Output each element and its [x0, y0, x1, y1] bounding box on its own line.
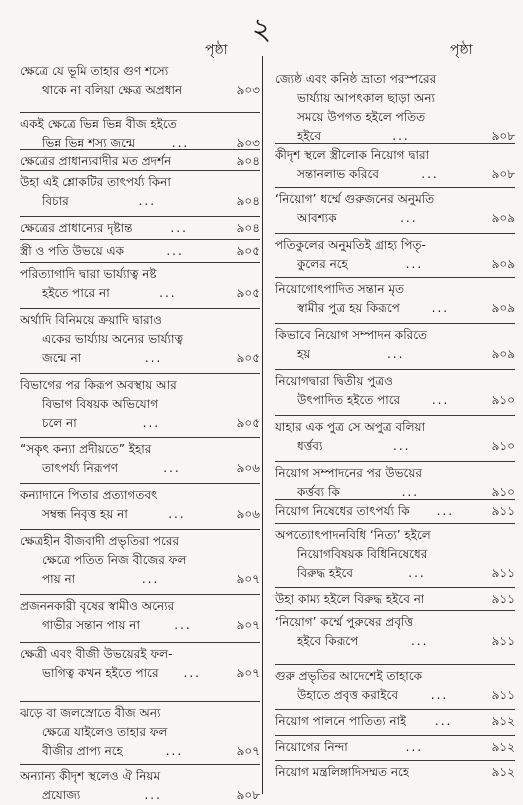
- leader-dots: ...: [430, 688, 449, 702]
- entry-text: থাকে না বলিয়া ক্ষেত্র অপ্রধান: [42, 83, 183, 97]
- index-entry: [263, 667, 515, 705]
- entry-text: ভাগিত্ব কখন হইতে পারে: [42, 666, 159, 680]
- index-entry: [20, 767, 260, 805]
- entry-text: বিরুদ্ধ হইবে: [297, 566, 353, 580]
- entry-divider: [20, 262, 260, 263]
- index-entry: [20, 311, 260, 368]
- entry-text: চলে না: [42, 416, 77, 430]
- entry-text: ভিন্ন ভিন্ন শস্য জন্মে: [42, 136, 136, 150]
- entry-page-number: ৯০৮: [491, 129, 515, 143]
- entry-text: উহা কাম্য হইলে বিরুদ্ধ হইবে না: [275, 592, 425, 606]
- entry-page-number: ৯১১: [491, 634, 515, 648]
- leader-dots: ...: [144, 788, 162, 802]
- entry-text: বীজীর প্রাপ্য নহে: [42, 744, 123, 758]
- entry-text: ধর্ত্তব্য: [297, 439, 323, 453]
- index-entry: [20, 152, 260, 171]
- entry-text: প্রজননকারী বৃষের স্বামীও অন্যের: [20, 599, 175, 613]
- entry-divider: [20, 437, 260, 438]
- entry-text: ক্ষেত্রের প্রাধান্যের দৃষ্টান্ত: [20, 221, 133, 235]
- entry-page-number: ৯১১: [491, 592, 515, 606]
- entry-page-number: ৯১২: [491, 714, 515, 728]
- index-entry: [263, 613, 515, 651]
- index-entry: [263, 712, 515, 731]
- entry-divider: [275, 233, 515, 234]
- entry-text: নিয়োগ মন্ত্রলিঙ্গাদিসম্মত নহে: [275, 765, 410, 779]
- entry-text: অন্যান্য কীদৃশ স্থলেও ঐ নিয়ম: [20, 769, 161, 783]
- entry-text: ক্ষেত্রে পতিত নিজ বীজের ফল: [42, 553, 187, 567]
- entry-divider: [20, 764, 260, 765]
- index-entry: [263, 326, 515, 364]
- page-number: ২: [251, 12, 272, 47]
- index-entry: [263, 372, 515, 410]
- column-header-right: পৃষ্ঠা: [450, 42, 473, 58]
- index-column-right: [262, 56, 515, 794]
- index-entry: [20, 173, 260, 211]
- leader-dots: ...: [166, 244, 184, 258]
- entry-page-number: ৯০৯: [491, 211, 515, 225]
- entry-text: জ্যেষ্ঠ এবং কনিষ্ঠ ভ্রাতা পরস্পরের: [275, 72, 437, 86]
- entry-divider: [275, 587, 515, 588]
- entry-divider: [20, 701, 260, 702]
- index-entry: [263, 236, 515, 274]
- leader-dots: ...: [405, 740, 424, 754]
- entry-text: একের ভার্য্যায় অন্যের ভার্য্যাত্ব: [42, 332, 184, 346]
- entry-divider: [275, 709, 515, 710]
- entry-text: পায় না: [42, 572, 76, 586]
- index-entry: [20, 704, 260, 761]
- index-entry: [263, 280, 515, 318]
- entry-page-number: ৯১১: [491, 566, 515, 580]
- entry-text: গুরু প্রভৃতির আদেশেই তাহাকে: [275, 669, 423, 683]
- index-entry: [263, 70, 515, 146]
- entry-page-number: ৯০৪: [236, 194, 260, 208]
- entry-page-number: ৯০৯: [491, 301, 515, 315]
- leader-dots: ...: [159, 286, 177, 300]
- entry-page-number: ৯০৩: [236, 83, 260, 97]
- entry-text: স্ত্রী ও পতি উভয়ে এক: [20, 244, 125, 258]
- entry-text: সন্তানলাভ করিবে: [297, 167, 379, 181]
- index-entry: [20, 645, 260, 683]
- leader-dots: ...: [138, 194, 157, 208]
- entry-text: ক্ষেত্রে যাইলেও তাহার ফল: [42, 725, 168, 739]
- entry-text: ‘নিয়োগ’ ধর্ম্মে গুরুজনের অনুমতি: [275, 192, 435, 206]
- entry-page-number: ৯০৮: [236, 788, 260, 802]
- entry-text: বিভাগ বিষয়ক অভিযোগ: [42, 397, 159, 411]
- entry-page-number: ৯০৫: [236, 416, 260, 430]
- index-entry: [20, 486, 260, 524]
- entry-text: বিভাগের পর কিরূপ অবস্থায় আর: [20, 378, 177, 392]
- index-entry: [263, 190, 515, 228]
- leader-dots: ...: [142, 416, 161, 430]
- entry-text: “সকৃৎ কন্যা প্রদীয়তে” ইহার: [20, 442, 152, 456]
- entry-text: হইবে: [297, 129, 322, 143]
- leader-dots: ...: [392, 129, 410, 143]
- entry-text: উৎপাদিত হইতে পারে: [297, 393, 401, 407]
- entry-text: ক্ষেত্রে যে ভূমি তাহার গুণ শস্যে: [20, 64, 169, 78]
- entry-page-number: ৯১২: [491, 765, 515, 779]
- leader-dots: ...: [165, 744, 184, 758]
- entry-page-number: ৯০৫: [236, 244, 260, 258]
- entry-text: নিয়োগের নিন্দা: [275, 740, 348, 754]
- index-entry: [263, 464, 515, 502]
- entry-page-number: ৯১২: [491, 740, 515, 754]
- entry-page-number: ৯১০: [491, 485, 515, 499]
- entry-text: আবশ্যক: [297, 211, 337, 225]
- entry-page-number: ৯১১: [491, 504, 515, 518]
- entry-text: অর্থাদি বিনিময়ে ক্রয়াদি দ্বারাও: [20, 313, 162, 327]
- entry-divider: [20, 594, 260, 595]
- entry-text: নিয়োগ পালনে পাতিত্য নাই: [275, 714, 407, 728]
- entry-text: কিভাবে নিয়োগ সম্পাদন করিতে: [275, 328, 428, 342]
- entry-text: পতিকুলের অনুমতিই গ্রাহ্য পিতৃ-: [275, 238, 426, 252]
- column-header-left: পৃষ্ঠা: [205, 42, 228, 58]
- entry-text: সময়ে উপগত হইলে পতিত: [297, 110, 426, 124]
- entry-page-number: ৯১০: [491, 439, 515, 453]
- entry-text: ‘নিয়োগ’ কর্ম্মে পুরুষের প্রবৃত্তি: [275, 615, 414, 629]
- entry-divider: [275, 143, 515, 144]
- leader-dots: ...: [431, 393, 450, 407]
- entry-divider: [20, 149, 260, 150]
- entry-page-number: ৯০৯: [491, 347, 515, 361]
- entry-text: গাভীর সন্তান পায় না: [42, 618, 140, 632]
- entry-text: একই ক্ষেত্রে ভিন্ন ভিন্ন বীজ হইতে: [20, 117, 177, 131]
- index-entry: [20, 440, 260, 478]
- entry-divider: [275, 277, 515, 278]
- entry-text: হইতে পারে না: [42, 286, 110, 300]
- entry-text: স্বামীর পুত্র হয় কিরূপে: [297, 301, 400, 315]
- entry-divider: [275, 735, 515, 736]
- entry-text: কর্ত্তব্য কি: [297, 485, 340, 499]
- index-entry: [20, 62, 260, 100]
- entry-divider: [275, 499, 515, 500]
- entry-divider: [275, 664, 515, 665]
- leader-dots: ...: [401, 485, 420, 499]
- entry-divider: [275, 187, 515, 188]
- entry-divider: [20, 642, 260, 643]
- leader-dots: ...: [405, 257, 424, 271]
- entry-divider: [20, 529, 260, 530]
- leader-dots: ...: [168, 507, 186, 521]
- entry-text: নিয়োগোৎপাদিত সন্তান মৃত: [275, 282, 405, 296]
- entry-text: কুলের নহে: [297, 257, 348, 271]
- index-entry: [263, 526, 515, 583]
- entry-divider: [20, 483, 260, 484]
- index-entry: [20, 265, 260, 303]
- entry-text: নিয়োগদ্বারা দ্বিতীয় পুত্রও: [275, 374, 394, 388]
- leader-dots: ...: [170, 221, 188, 235]
- entry-text: নিয়োগ সম্পাদনের পর উভয়ের: [275, 466, 423, 480]
- entry-divider: [20, 308, 260, 309]
- index-entry: [20, 376, 260, 433]
- entry-divider: [275, 369, 515, 370]
- entry-text: তাৎপর্য্য নিরূপণ: [42, 461, 118, 475]
- entry-page-number: ৯০৭: [236, 666, 260, 680]
- index-entry: [263, 146, 515, 184]
- entry-text: জন্মে না: [42, 351, 82, 365]
- entry-page-number: ৯০৭: [236, 618, 260, 632]
- index-entry: [20, 115, 260, 153]
- entry-divider: [20, 239, 260, 240]
- leader-dots: ...: [171, 136, 190, 150]
- leader-dots: ...: [393, 439, 411, 453]
- entry-divider: [20, 216, 260, 217]
- entry-page-number: ৯০৭: [236, 572, 260, 586]
- entry-text: উহাতে প্রবৃত্ত করাইবে: [297, 688, 399, 702]
- index-entry: [263, 590, 515, 609]
- entry-page-number: ৯০৭: [236, 744, 260, 758]
- leader-dots: ...: [431, 301, 450, 315]
- entry-text: পরিত্যাগাদি দ্বারা ভার্য্যাত্ব নষ্ট: [20, 267, 157, 281]
- entry-page-number: ৯০৬: [236, 461, 260, 475]
- entry-text: সম্বন্ধ নিবৃত্ত হয় না: [42, 507, 128, 521]
- entry-divider: [20, 170, 260, 171]
- entry-text: অপত্যোৎপাদনবিধি ‘নিত্য’ হইলে: [275, 528, 431, 542]
- entry-text: উহা এই শ্লোকটির তাৎপর্য্য কিনা: [20, 175, 171, 189]
- entry-text: ক্ষেত্রের প্রাধান্যবাদীর মত প্রদর্শন: [20, 154, 172, 168]
- entry-page-number: ৯০৮: [491, 167, 515, 181]
- entry-text: বিচার: [42, 194, 69, 208]
- leader-dots: ...: [183, 666, 201, 680]
- entry-text: প্রযোজ্য: [42, 788, 81, 802]
- entry-page-number: ৯০৫: [236, 351, 260, 365]
- entry-divider: [275, 610, 515, 611]
- index-entry: [20, 597, 260, 635]
- leader-dots: ...: [410, 634, 429, 648]
- entry-page-number: ৯১০: [491, 393, 515, 407]
- entry-text: ক্ষেত্রহীন বীজবাদী প্রভৃতিরা পরের: [20, 534, 180, 548]
- leader-dots: ...: [144, 351, 163, 365]
- entry-page-number: ৯০৩: [236, 136, 260, 150]
- leader-dots: ...: [163, 461, 181, 475]
- entry-text: কীদৃশ স্থলে স্ত্রীলোক নিয়োগ দ্বারা: [275, 148, 430, 162]
- entry-text: কন্যাদানে পিতার প্রত্যাগতবৎ: [20, 488, 158, 502]
- index-entry: [20, 532, 260, 589]
- entry-divider: [275, 415, 515, 416]
- entry-text: ভার্য্যায় আপৎকাল ছাড়া অন্য: [297, 91, 436, 105]
- entry-text: যাহার এক পুত্র সে অপুত্র বলিয়া: [275, 420, 426, 434]
- entry-divider: [20, 112, 260, 113]
- index-entry: [263, 418, 515, 456]
- entry-text: হইবে কিরূপে: [297, 634, 359, 648]
- index-entry: [263, 763, 515, 782]
- leader-dots: ...: [434, 714, 453, 728]
- entry-text: হয়: [297, 347, 311, 361]
- entry-divider: [275, 323, 515, 324]
- leader-dots: ...: [436, 504, 455, 518]
- entry-divider: [275, 523, 515, 524]
- entry-divider: [20, 373, 260, 374]
- leader-dots: ...: [174, 618, 192, 632]
- leader-dots: ...: [386, 347, 405, 361]
- entry-divider: [275, 760, 515, 761]
- entry-text: ক্ষেত্রী এবং বীজী উভয়েরই ফল-: [20, 647, 173, 661]
- index-entry: [20, 219, 260, 238]
- entry-page-number: ৯০৫: [236, 286, 260, 300]
- entry-text: নিয়োগ নিষেধের তাৎপর্য্য কি: [275, 504, 410, 518]
- entry-page-number: ৯০৪: [236, 221, 260, 235]
- leader-dots: ...: [400, 211, 418, 225]
- entry-divider: [275, 461, 515, 462]
- index-column-left: [20, 56, 260, 802]
- leader-dots: ...: [141, 572, 160, 586]
- index-entry: [20, 242, 260, 261]
- leader-dots: ...: [421, 167, 439, 181]
- leader-dots: ...: [408, 566, 426, 580]
- entry-page-number: ৯০৬: [236, 507, 260, 521]
- entry-text: ঝড়ে বা জলস্রোতে বীজ অন্য: [20, 706, 161, 720]
- index-entry: [263, 502, 515, 521]
- entry-text: নিয়োগবিষয়ক বিধিনিষেধের: [297, 547, 428, 561]
- entry-page-number: ৯০৯: [491, 257, 515, 271]
- index-entry: [263, 738, 515, 757]
- entry-page-number: ৯১১: [491, 688, 515, 702]
- entry-page-number: ৯০৪: [236, 154, 260, 168]
